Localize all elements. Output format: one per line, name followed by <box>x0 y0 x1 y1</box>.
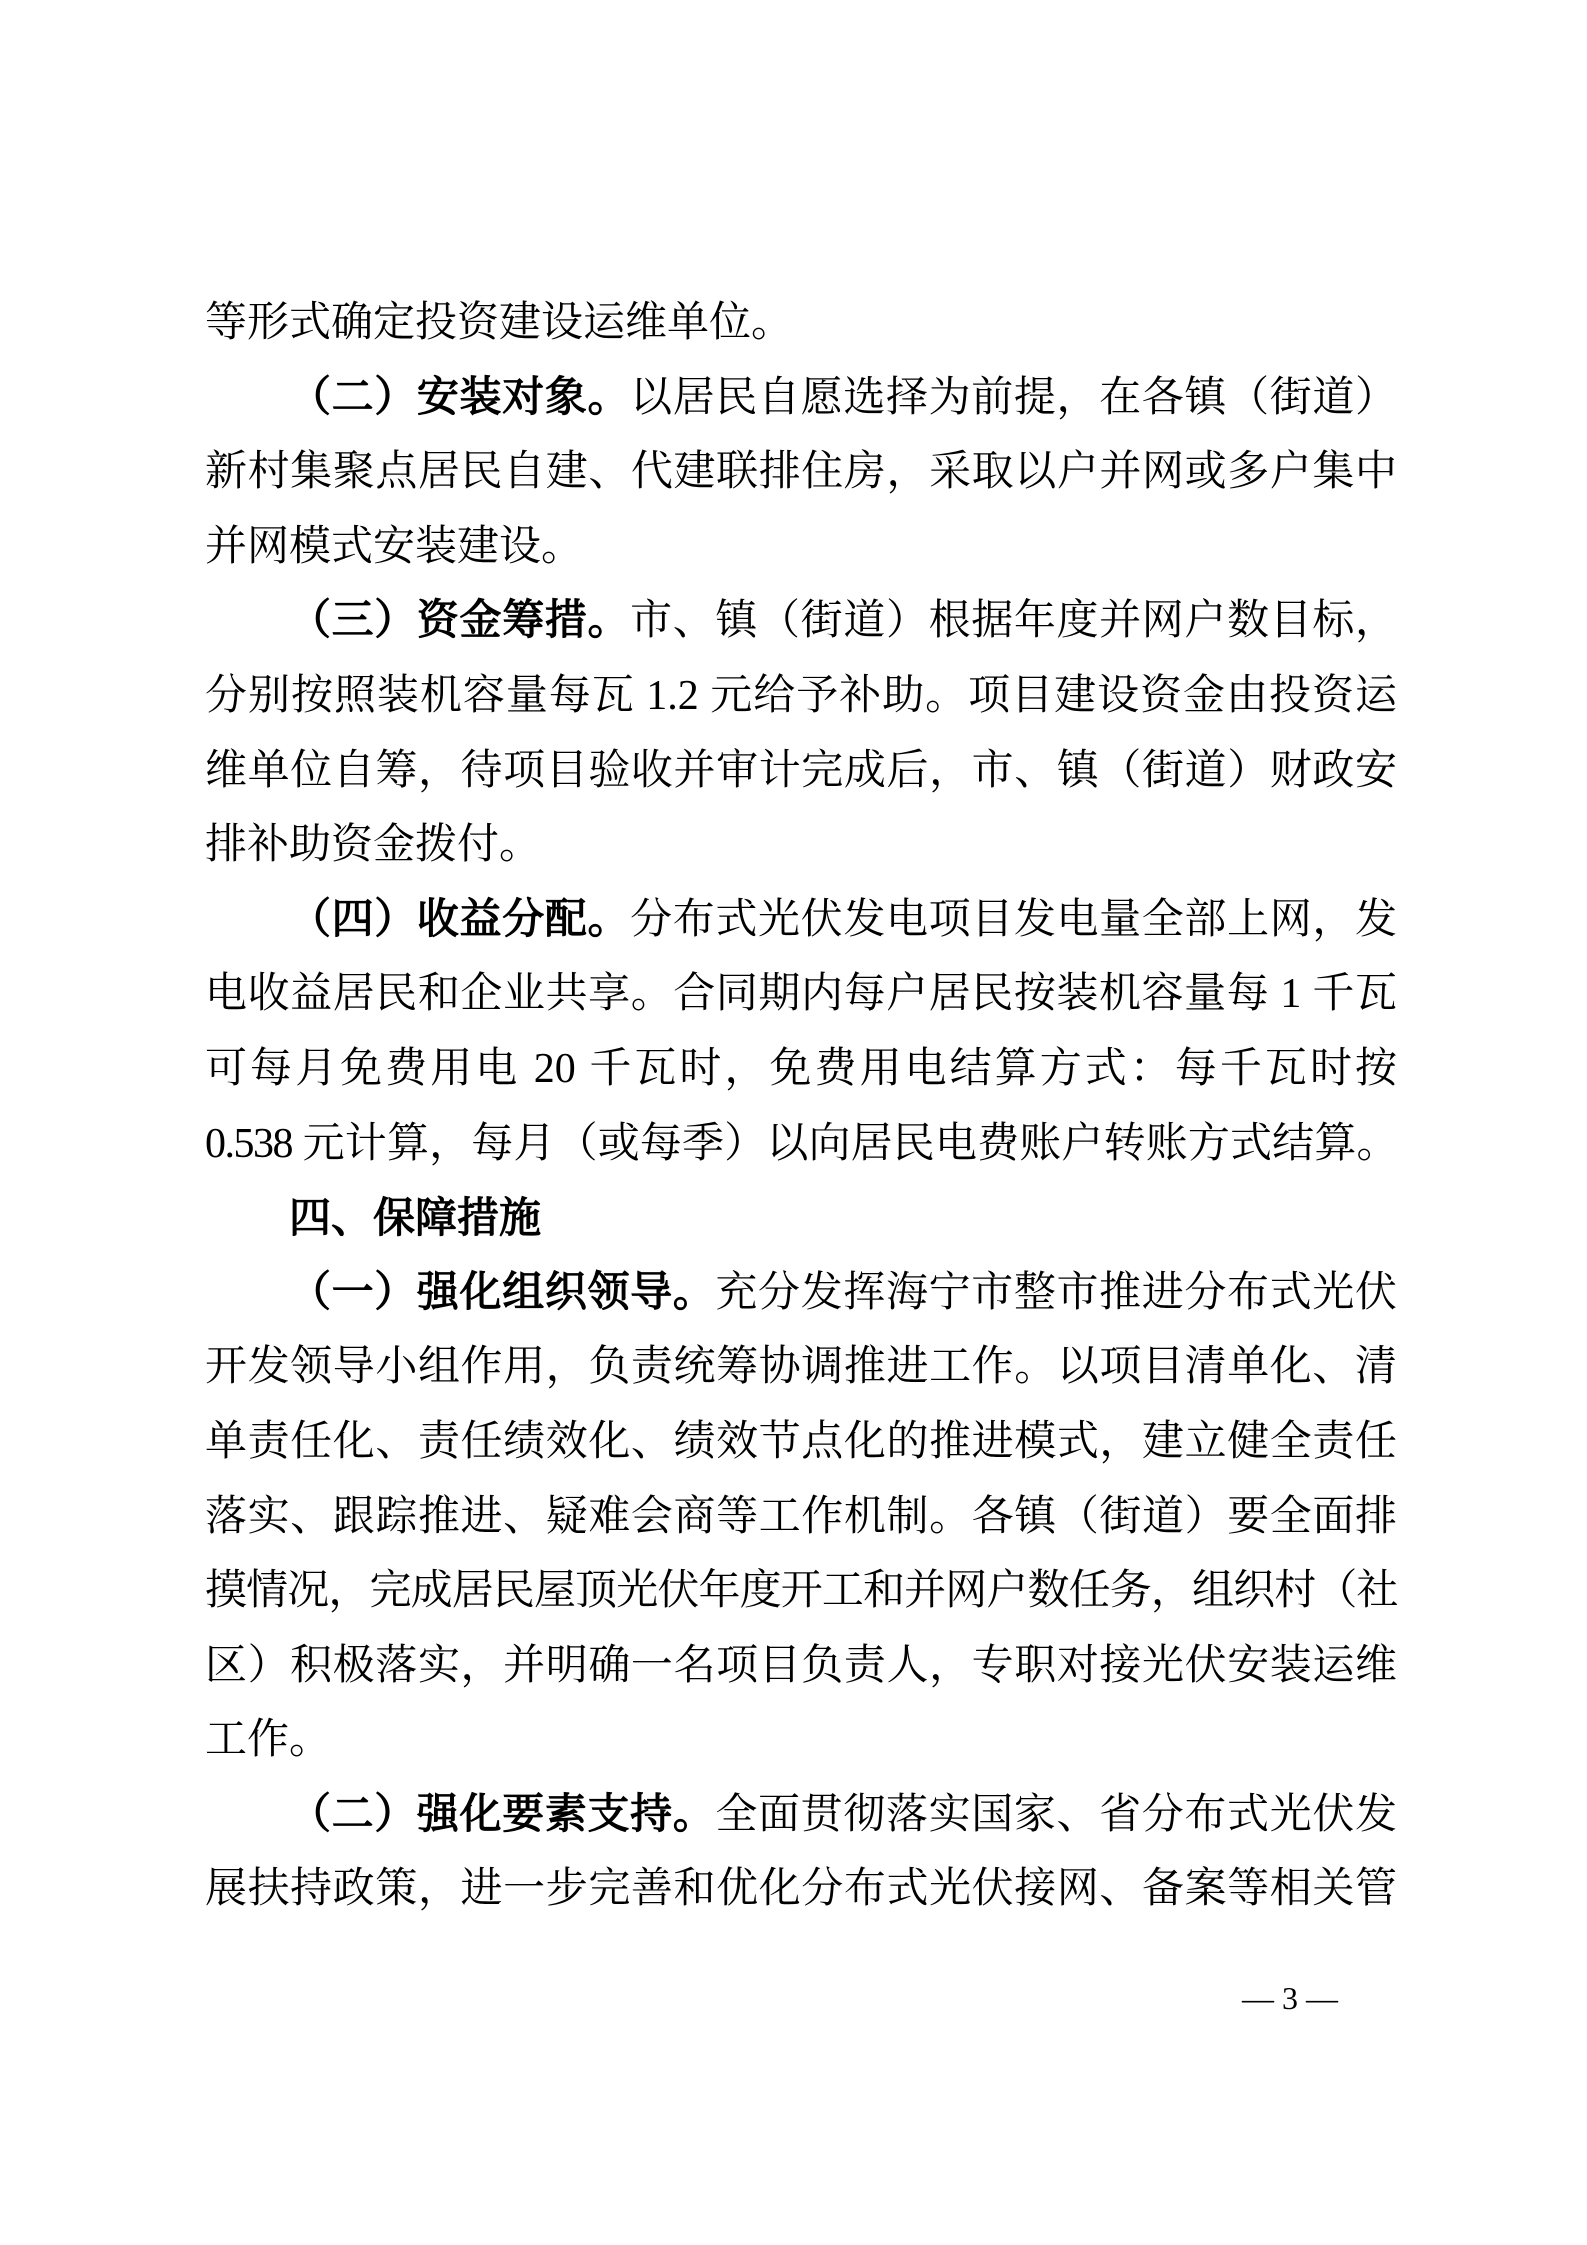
line-text: 维单位自筹，待项目验收并审计完成后，市、镇（街道）财政安 <box>205 747 1397 794</box>
line-text: 开发领导小组作用，负责统筹协调推进工作。以项目清单化、清 <box>205 1344 1397 1391</box>
paragraph-line <box>205 1480 1397 1555</box>
paragraph-line <box>205 361 1397 436</box>
line-text: 区）积极落实，并明确一名项目负责人，专职对接光伏安装运维 <box>205 1642 1397 1689</box>
paragraph-line <box>205 1107 1397 1182</box>
item-label: （四）收益分配。 <box>289 896 631 943</box>
paragraph-line <box>205 286 1397 361</box>
line-text: 市、镇（街道）根据年度并网户数目标， <box>630 598 1397 645</box>
line-text: 电收益居民和企业共享。合同期内每户居民按装机容量每 1 千瓦 <box>205 971 1397 1018</box>
paragraph-line <box>205 584 1397 659</box>
line-text: 并网模式安装建设。 <box>205 523 584 570</box>
line-text: 摸情况，完成居民屋顶光伏年度开工和并网户数任务，组织村（社 <box>205 1568 1397 1615</box>
paragraph-line <box>205 1778 1397 1853</box>
page-number: — 3 — <box>1242 1980 1338 2016</box>
line-text: 分布式光伏发电项目发电量全部上网，发 <box>630 896 1397 943</box>
line-text: 可每月免费用电 20 千瓦时，免费用电结算方式：每千瓦时按 <box>205 1045 1397 1092</box>
paragraph-line <box>205 1405 1397 1480</box>
line-text: 全面贯彻落实国家、省分布式光伏发 <box>715 1791 1397 1838</box>
line-text: 0.538 元计算，每月（或每季）以向居民电费账户转账方式结算。 <box>205 1120 1397 1167</box>
line-text: 排补助资金拨付。 <box>205 822 542 869</box>
line-text: 分别按照装机容量每瓦 1.2 元给予补助。项目建设资金由投资运 <box>205 672 1397 719</box>
line-text: 充分发挥海宁市整市推进分布式光伏 <box>715 1269 1397 1316</box>
line-text: 展扶持政策，进一步完善和优化分布式光伏接网、备案等相关管 <box>205 1866 1397 1913</box>
paragraph-line <box>205 1330 1397 1405</box>
document-body <box>205 286 1397 1927</box>
paragraph-line <box>205 510 1397 585</box>
paragraph-line <box>205 1256 1397 1331</box>
section-heading-text: 四、保障措施 <box>289 1194 542 1242</box>
paragraph-line <box>205 734 1397 809</box>
paragraph-line <box>205 435 1397 510</box>
paragraph-line <box>205 1629 1397 1704</box>
paragraph-line <box>205 1554 1397 1629</box>
paragraph-line <box>205 1703 1397 1778</box>
line-text: 单责任化、责任绩效化、绩效节点化的推进模式，建立健全责任 <box>205 1418 1397 1465</box>
item-label: （三）资金筹措。 <box>289 598 631 645</box>
paragraph-line <box>205 957 1397 1032</box>
paragraph-line <box>205 659 1397 734</box>
item-label: （一）强化组织领导。 <box>289 1269 716 1316</box>
paragraph-line <box>205 808 1397 883</box>
item-label: （二）强化要素支持。 <box>289 1791 716 1838</box>
line-text: 新村集聚点居民自建、代建联排住房，采取以户并网或多户集中 <box>205 449 1397 496</box>
line-text: 落实、跟踪推进、疑难会商等工作机制。各镇（街道）要全面排 <box>205 1493 1397 1540</box>
item-label: （二）安装对象。 <box>289 374 631 421</box>
section-heading <box>205 1181 1397 1256</box>
line-text: 等形式确定投资建设运维单位。 <box>205 300 794 346</box>
paragraph-line <box>205 883 1397 958</box>
line-text: 以居民自愿选择为前提，在各镇（街道） <box>630 374 1397 421</box>
paragraph-line <box>205 1852 1397 1927</box>
line-text: 工作。 <box>205 1717 332 1764</box>
paragraph-line <box>205 1032 1397 1107</box>
